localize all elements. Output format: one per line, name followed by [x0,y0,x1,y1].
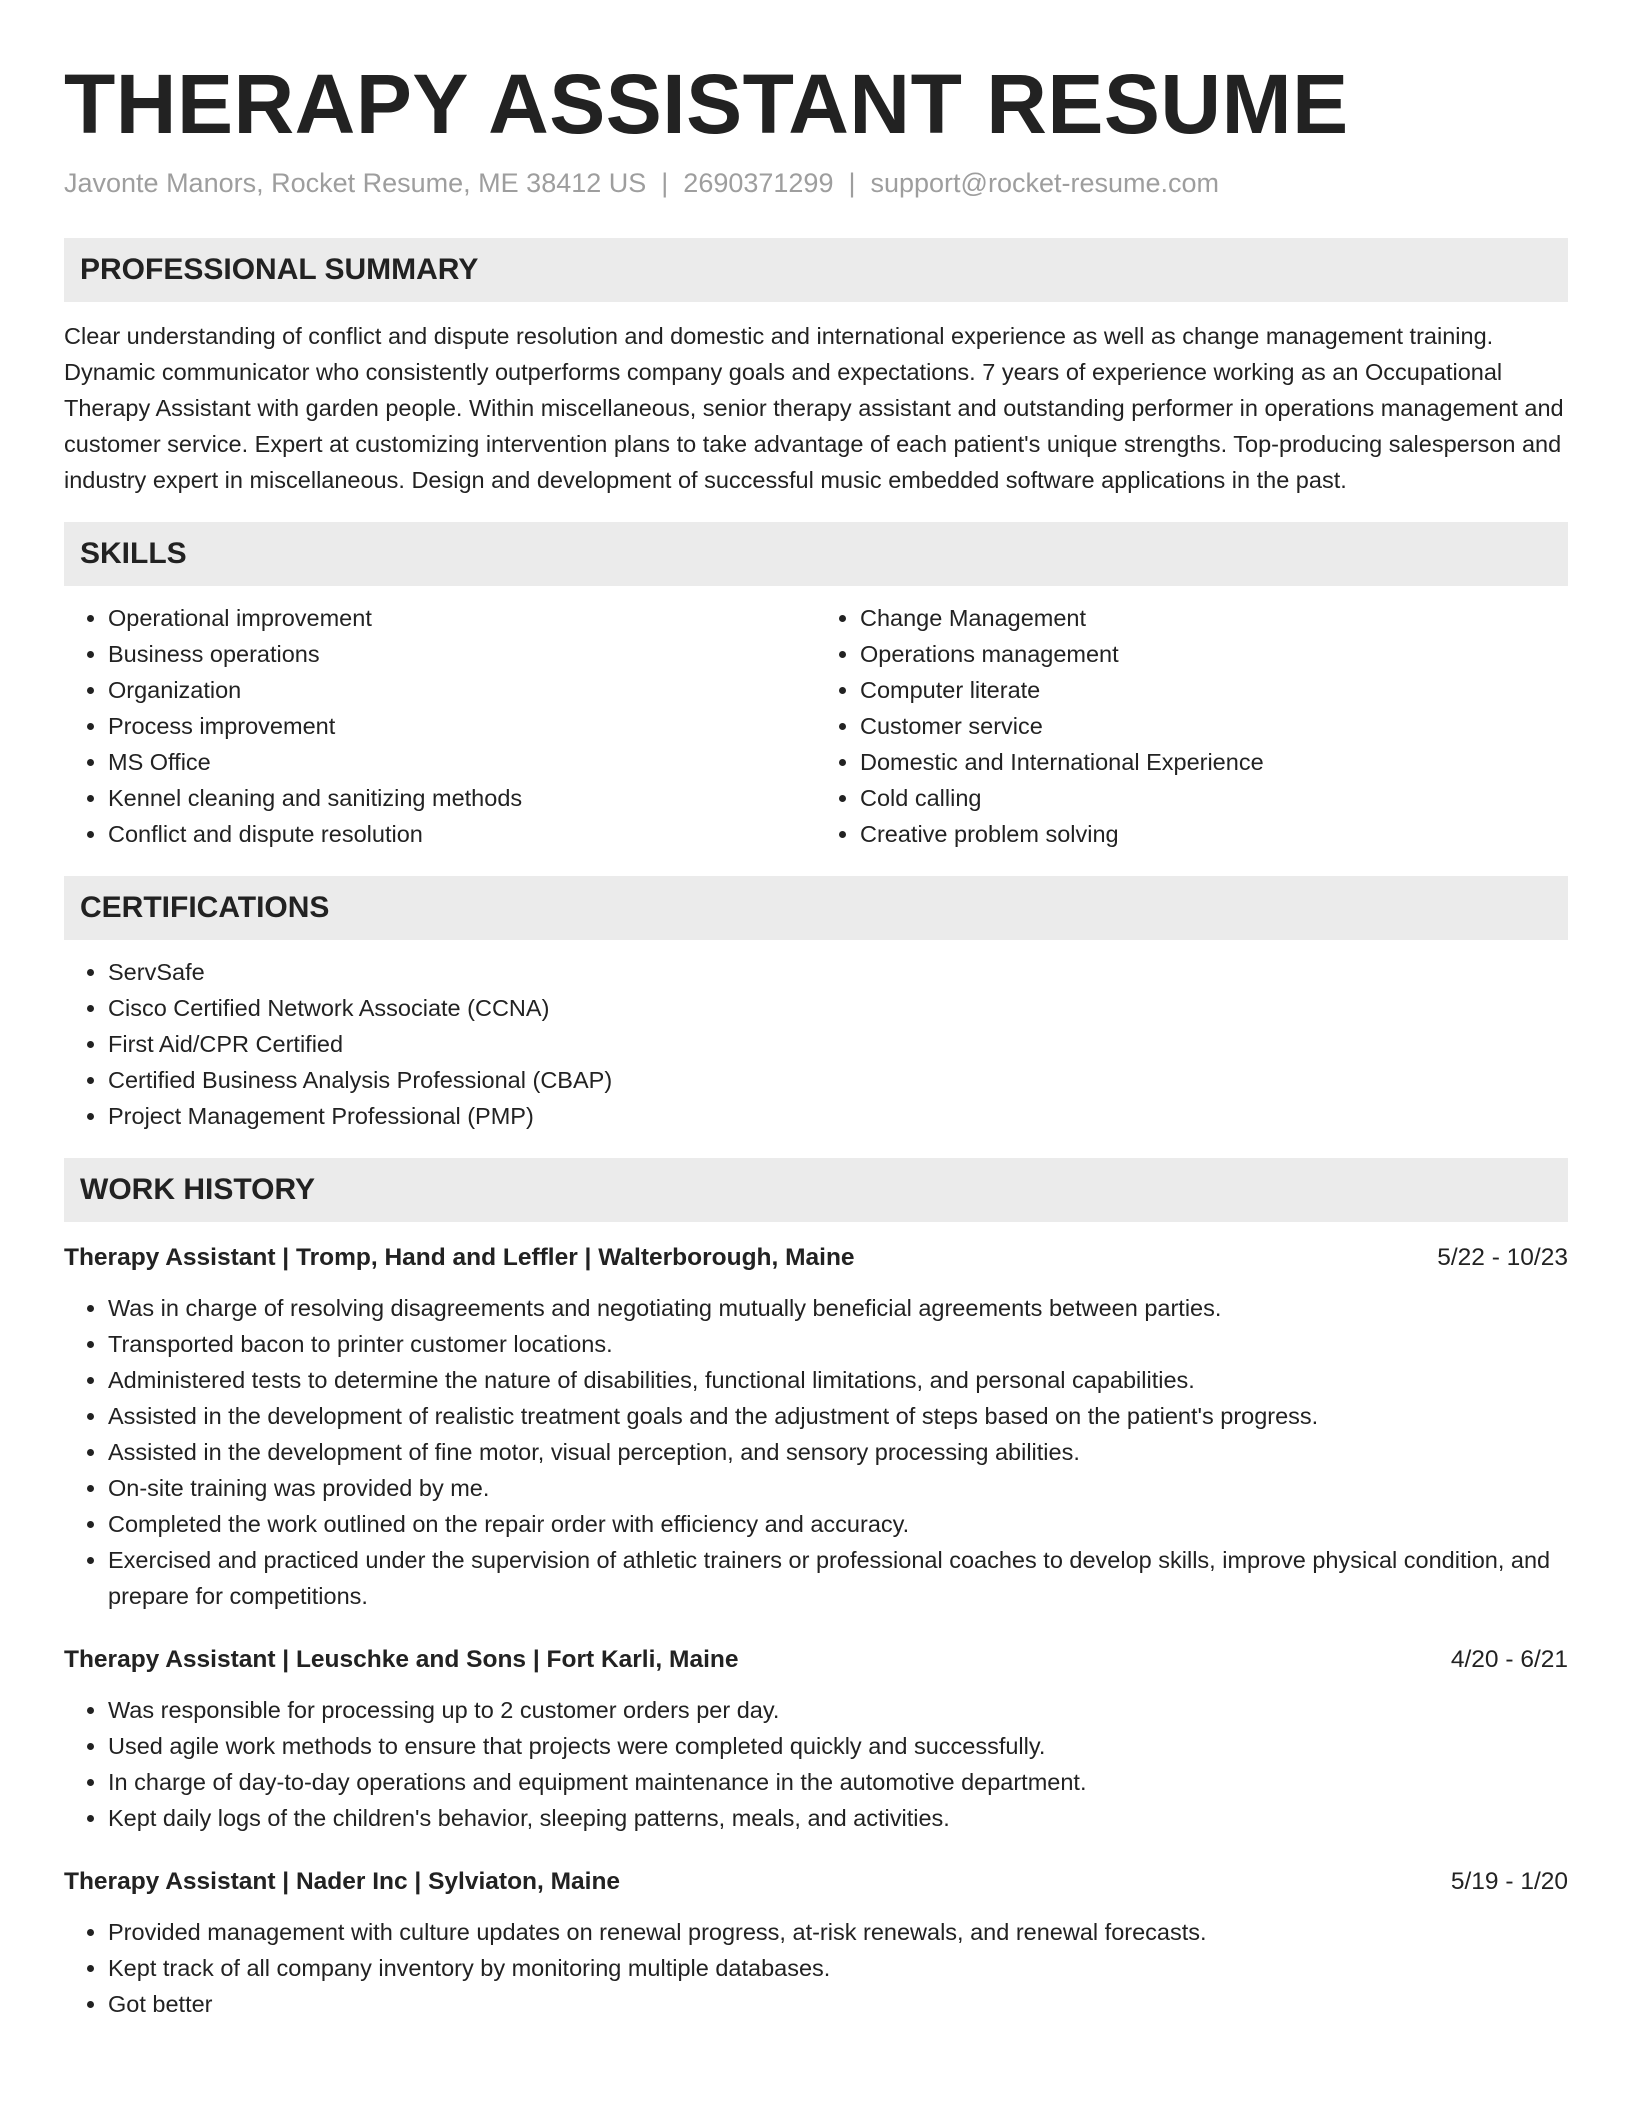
contact-separator: | [661,168,669,198]
list-item: • Cisco Certified Network Associate (CCNA) [108,990,1568,1026]
list-item: • Assisted in the development of fine motor, visual perception, and sensory processing abilities. [108,1434,1568,1470]
list-item: • Transported bacon to printer customer locations. [108,1326,1568,1362]
list-item: • Got better [108,1986,1568,2022]
list-item: • Operational improvement [108,600,816,636]
list-item: • Completed the work outlined on the repair order with efficiency and accuracy. [108,1506,1568,1542]
work-history-list [64,1240,1568,2022]
list-item: • First Aid/CPR Certified [108,1026,1568,1062]
job-dates: 4/20 - 6/21 [1450,1646,1568,1673]
list-item: • In charge of day-to-day operations and equipment maintenance in the automotive department. [108,1764,1568,1800]
skills-column-left [64,600,816,852]
list-item: • ServSafe [108,954,1568,990]
list-item: • Assisted in the development of realistic treatment goals and the adjustment of steps based on the patient's progress. [108,1398,1568,1434]
list-item: • Business operations [108,636,816,672]
list-item: • Creative problem solving [860,816,1568,852]
list-item: • Organization [108,672,816,708]
list-item: • MS Office [108,744,816,780]
job-header [64,1864,1568,1900]
section-header-summary: PROFESSIONAL SUMMARY [64,238,1568,302]
contact-line [64,166,1568,200]
list-item: • Was in charge of resolving disagreements and negotiating mutually beneficial agreements between parties. [108,1290,1568,1326]
skills-list [64,600,1568,852]
job-header [64,1240,1568,1276]
list-item: • Change Management [860,600,1568,636]
contact-phone: 2690371299 [683,168,834,198]
job-title: Therapy Assistant | Leuschke and Sons | Fort Karli, Maine [64,1646,739,1673]
summary-text: Clear understanding of conflict and dispute resolution and domestic and international experience as well as change management training. Dynamic communicator who consistently outperforms company goals and expectations. 7 years of experience working as an Occupational Therapy Assistant with garden people. Within miscellaneous, senior therapy assistant and outstanding performer in operations management and customer service. Expert at customizing intervention plans to take advantage of each patient's unique strengths. Top-producing salesperson and industry expert in miscellaneous. Design and development of successful music embedded software applications in the past. [64,323,1564,493]
job-bullets [64,1914,1568,2022]
certifications-list [64,954,1568,1134]
contact-email: support@rocket-resume.com [870,168,1220,198]
job-header [64,1642,1568,1678]
job-dates: 5/19 - 1/20 [1450,1868,1568,1895]
list-item: • Administered tests to determine the nature of disabilities, functional limitations, and personal capabilities. [108,1362,1568,1398]
job-entry [64,1240,1568,1614]
job-dates: 5/22 - 10/23 [1437,1244,1568,1271]
list-item: • Certified Business Analysis Professional (CBAP) [108,1062,1568,1098]
section-header-certifications: CERTIFICATIONS [64,876,1568,940]
contact-address: Javonte Manors, Rocket Resume, ME 38412 US [64,168,647,198]
job-entry [64,1864,1568,2022]
job-title: Therapy Assistant | Nader Inc | Sylviaton, Maine [64,1868,621,1895]
list-item: • Was responsible for processing up to 2 customer orders per day. [108,1692,1568,1728]
job-bullets [64,1290,1568,1614]
list-item: • Operations management [860,636,1568,672]
list-item: • Cold calling [860,780,1568,816]
resume-title: THERAPY ASSISTANT RESUME [64,57,1349,151]
list-item: • Domestic and International Experience [860,744,1568,780]
list-item: • Used agile work methods to ensure that projects were completed quickly and successfully. [108,1728,1568,1764]
list-item: • Kept daily logs of the children's behavior, sleeping patterns, meals, and activities. [108,1800,1568,1836]
list-item: • Customer service [860,708,1568,744]
job-entry [64,1642,1568,1836]
skills-column-right [816,600,1568,852]
contact-separator: | [848,168,856,198]
list-item: • Conflict and dispute resolution [108,816,816,852]
job-title: Therapy Assistant | Tromp, Hand and Leffler | Walterborough, Maine [64,1244,855,1271]
list-item: • Computer literate [860,672,1568,708]
section-header-skills: SKILLS [64,522,1568,586]
list-item: • Provided management with culture updates on renewal progress, at-risk renewals, and renewal forecasts. [108,1914,1568,1950]
list-item: • Project Management Professional (PMP) [108,1098,1568,1134]
list-item: • Kept track of all company inventory by monitoring multiple databases. [108,1950,1568,1986]
section-header-work-history: WORK HISTORY [64,1158,1568,1222]
list-item: • On-site training was provided by me. [108,1470,1568,1506]
list-item: • Kennel cleaning and sanitizing methods [108,780,816,816]
job-bullets [64,1692,1568,1836]
list-item: • Process improvement [108,708,816,744]
list-item: • Exercised and practiced under the supervision of athletic trainers or professional coaches to develop skills, improve physical condition, and prepare for competitions. [108,1542,1568,1614]
